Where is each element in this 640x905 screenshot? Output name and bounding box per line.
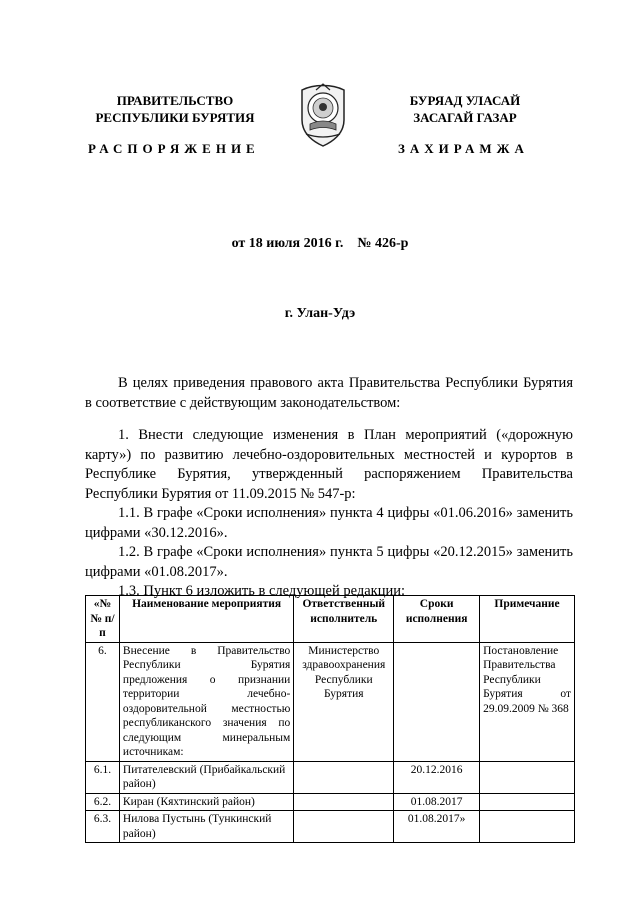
plan-table xyxy=(85,595,575,843)
coat-of-arms-emblem xyxy=(296,80,350,148)
row-deadline: 01.08.2017» xyxy=(394,811,480,843)
row-name: Нилова Пустынь (Тункинский район) xyxy=(119,811,293,843)
row-deadline: 01.08.2017 xyxy=(394,793,480,811)
row-note xyxy=(480,811,575,843)
document-city: г. Улан-Удэ xyxy=(284,306,356,321)
document-date-number: от 18 июля 2016 г. № 426-р xyxy=(231,236,409,251)
doc-type-left: РАСПОРЯЖЕНИЕ xyxy=(88,141,260,156)
row-deadline: 20.12.2016 xyxy=(394,761,480,793)
row-name: Питателевский (Прибайкальский район) xyxy=(119,761,293,793)
item-1: 1. Внести следующие изменения в План мероприятий («дорожную карту») по развитию лечебно-оздоровительных местностей и курортов в Республике Бурятия, утвержденный распоряжением Правительства Республики Бурятия от 11.09.2015 № 547-р: xyxy=(85,427,573,502)
item-1-2: 1.2. В графе «Сроки исполнения» пункта 5 цифры «20.12.2015» заменить цифрами «01.08.2017». xyxy=(85,544,573,580)
row-executor xyxy=(294,761,394,793)
row-name: Киран (Кяхтинский район) xyxy=(119,793,293,811)
intro-text: В целях приведения правового акта Правительства Республики Бурятия в соответствие с действующим законодательством: xyxy=(85,375,573,411)
row-deadline xyxy=(394,642,480,761)
row-note xyxy=(480,793,575,811)
header-left-line2: РЕСПУБЛИКИ БУРЯТИЯ xyxy=(95,110,255,125)
table-row xyxy=(86,642,575,761)
header-num: «№№ п/п xyxy=(86,596,120,643)
table-row xyxy=(86,761,575,793)
row-note: Постановление Правительства Республики Бурятия от 29.09.2009 № 368 xyxy=(480,642,575,761)
table-row xyxy=(86,793,575,811)
row-num: 6. xyxy=(86,642,120,761)
row-note xyxy=(480,761,575,793)
table-row xyxy=(86,811,575,843)
header-name: Наименование мероприятия xyxy=(119,596,293,643)
doc-type-right: ЗАХИРАМЖА xyxy=(398,141,529,156)
row-num: 6.1. xyxy=(86,761,120,793)
row-name: Внесение в Правительство Республики Бурятия предложения о признании территории лечебно-оздоровительной местностью республиканского значения по следующим минеральным источникам: xyxy=(119,642,293,761)
row-executor xyxy=(294,793,394,811)
emblem-icon xyxy=(296,80,350,148)
row-executor xyxy=(294,811,394,843)
row-num: 6.2. xyxy=(86,793,120,811)
header-right-line2: ЗАСАГАЙ ГАЗАР xyxy=(413,110,517,125)
header-note: Примечание xyxy=(480,596,575,643)
header-deadline: Сроки исполнения xyxy=(394,596,480,643)
header-right-line1: БУРЯАД УЛАСАЙ xyxy=(409,93,521,108)
row-num: 6.3. xyxy=(86,811,120,843)
row-executor: Министерство здравоохранения Республики Бурятия xyxy=(294,642,394,761)
intro-paragraph xyxy=(85,374,573,413)
items-block xyxy=(85,426,573,602)
header-right-org xyxy=(360,92,570,126)
table-header-row xyxy=(86,596,575,643)
header-executor: Ответственный исполнитель xyxy=(294,596,394,643)
item-1-3: 1.3. Пункт 6 изложить в следующей редакции: xyxy=(118,583,406,599)
header-left-line1: ПРАВИТЕЛЬСТВО xyxy=(116,93,234,108)
item-1-1: 1.1. В графе «Сроки исполнения» пункта 4 цифры «01.06.2016» заменить цифрами «30.12.2016». xyxy=(85,505,573,541)
header-left-org xyxy=(60,92,290,126)
